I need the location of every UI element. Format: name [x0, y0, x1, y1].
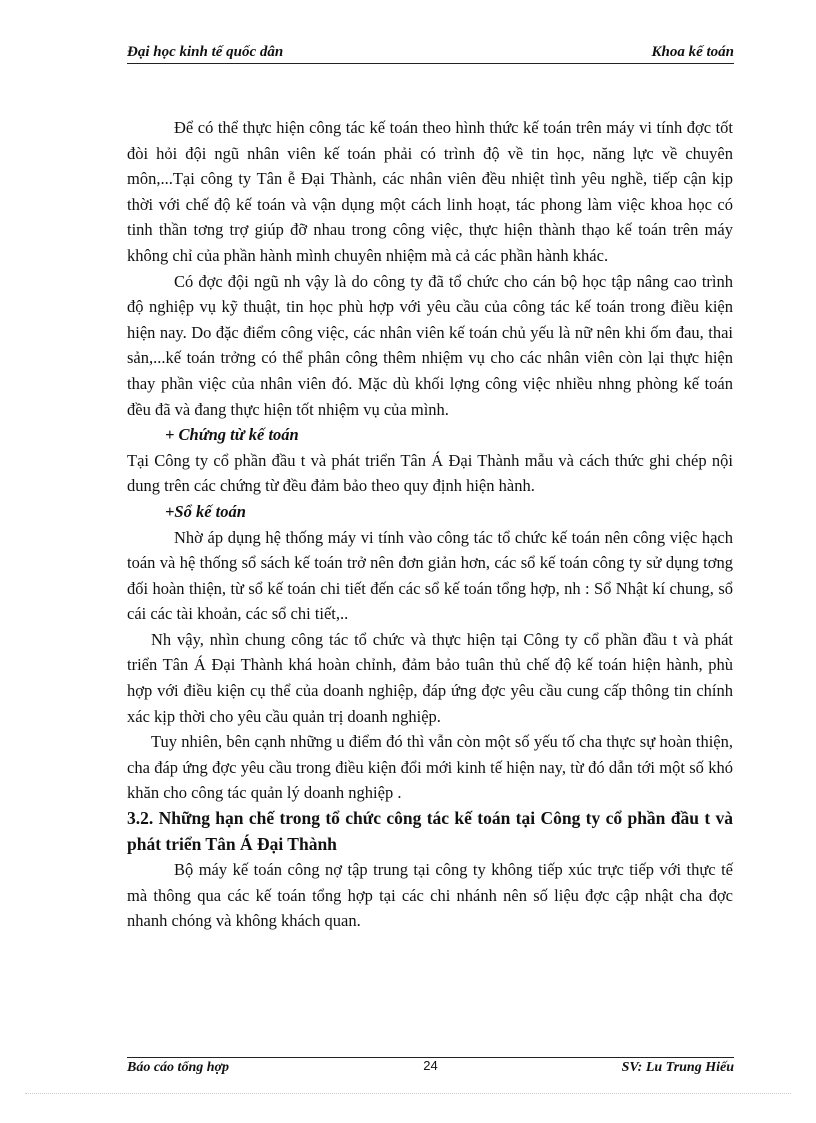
paragraph-summary: Nh vậy, nhìn chung công tác tổ chức và thực hiện tại Công ty cổ phần đầu t và phát triển Tân Á Đại Thành khá hoàn chỉnh, đảm bảo tuân thủ chế độ kế toán hiện hành, phù hợp với điều kiện cụ thể của doanh nghiệp, đáp ứng đợc yêu cầu cung cấp thông tin chính xác kịp thời cho yêu cầu quản trị doanh nghiệp. — [127, 629, 733, 726]
page-footer — [127, 1060, 734, 1078]
paragraph-vouchers: Tại Công ty cổ phần đầu t và phát triển Tân Á Đại Thành mẫu và cách thức ghi chép nội dung trên các chứng từ đều đảm bảo theo quy định hiện hành. — [127, 450, 733, 496]
page-bottom-border — [25, 1093, 791, 1094]
document-body — [127, 115, 733, 934]
header-rule — [127, 63, 734, 64]
paragraph-ledgers: Nhờ áp dụng hệ thống máy vi tính vào công tác tổ chức kế toán nên công việc hạch toán và hệ thống sổ sách kế toán trở nên đơn giản hơn, các sổ kế toán công ty sử dụng tơng đối hoàn thiện, từ sổ kế toán chi tiết đến các sổ kế toán tổng hợp, nh : Sổ Nhật kí chung, sổ cái các tài khoản, các sổ chi tiết,.. — [127, 527, 733, 624]
paragraph-computer-accounting: Để có thể thực hiện công tác kế toán theo hình thức kế toán trên máy vi tính đợc tốt đòi hỏi đội ngũ nhân viên kế toán phải có trình độ về tin học, năng lực về chuyên môn,...Tại công ty Tân ễ Đại Thành, các nhân viên đều nhiệt tình yêu nghề, tiếp cận kịp thời với chế độ kế toán và vận dụng một cách linh hoạt, tác phong làm việc khoa học có tinh thần tơng trợ giúp đỡ nhau trong công việc, thực hiện thành thạo kế toán trên máy không chỉ của phần hành mình chuyên nhiệm mà cả các phần hành khác. — [127, 118, 733, 265]
paragraph-limitations-intro: Tuy nhiên, bên cạnh những u điểm đó thì vẫn còn một số yếu tố cha thực sự hoàn thiện, cha đáp ứng đợc yêu cầu trong điều kiện đổi mới kinh tế hiện nay, từ đó dẫn tới một số khó khăn cho công tác quản lý doanh nghiệp . — [127, 732, 733, 803]
paragraph-staff-training: Có đợc đội ngũ nh vậy là do công ty đã tổ chức cho cán bộ học tập nâng cao trình độ nghiệp vụ kỹ thuật, tin học phù hợp với yêu cầu của công tác kế toán trong điều kiện hiện nay. Do đặc điểm công việc, các nhân viên kế toán chủ yếu là nữ nên khi ốm đau, thai sản,...kế toán trởng có thể phân công thêm nhiệm vụ cho các nhân viên còn lại thực hiện thay phần việc của nhân viên đó. Mặc dù khối lợng công việc nhiều nhng phòng kế toán đều đã và đang thực hiện tốt nhiệm vụ của mình. — [127, 271, 733, 419]
section-title: 3.2. Những hạn chế trong tổ chức công tác kế toán tại Công ty cổ phần đầu t và phát triển Tân Á Đại Thành — [127, 808, 733, 854]
footer-report-type: Báo cáo tổng hợp — [127, 1060, 230, 1075]
paragraph-debt-accounting: Bộ máy kế toán công nợ tập trung tại công ty không tiếp xúc trực tiếp với thực tế mà thông qua các kế toán tổng hợp tại các chi nhánh nên số liệu đợc cập nhật cha đợc nhanh chóng và không khách quan. — [127, 860, 733, 931]
footer-student-name: SV: Lu Trung Hiếu — [621, 1060, 734, 1075]
subheading-vouchers: + Chứng từ kế toán — [165, 425, 299, 445]
subheading-ledgers: +Sổ kế toán — [165, 501, 246, 521]
header-faculty: Khoa kế toán — [651, 44, 734, 60]
header-university: Đại học kinh tế quốc dân — [127, 44, 284, 60]
page-number: 24 — [423, 1058, 438, 1073]
page-header — [127, 44, 734, 64]
